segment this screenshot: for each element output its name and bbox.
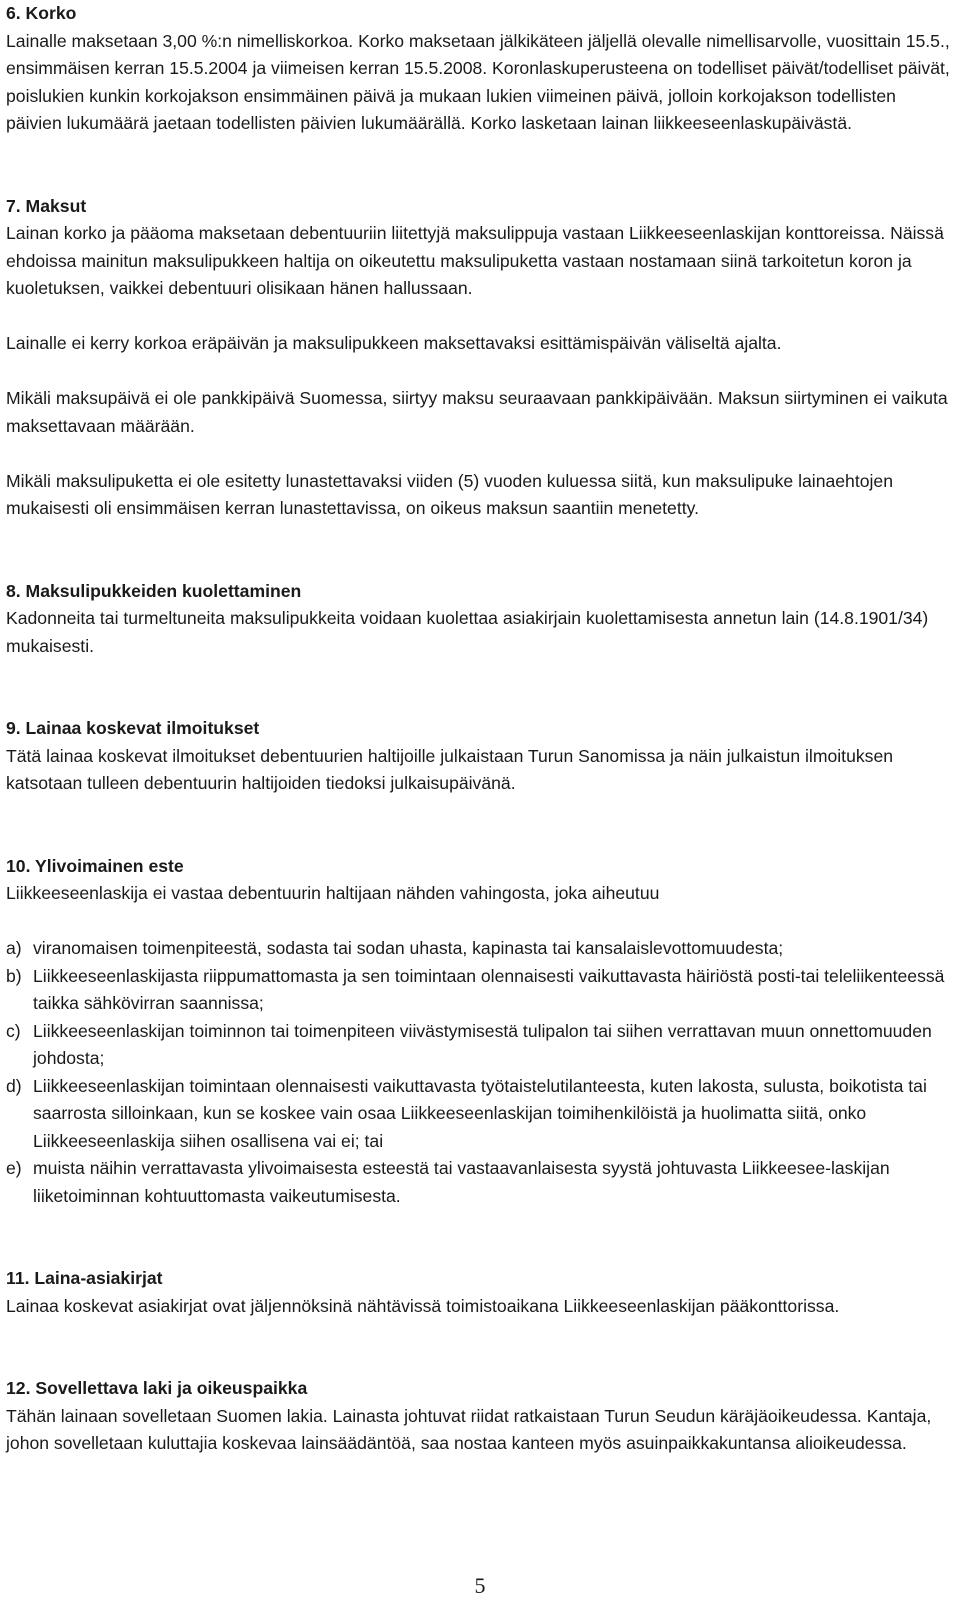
list-marker: a) (6, 938, 22, 958)
paragraph: Lainaa koskevat asiakirjat ovat jäljennöksinä nähtävissä toimistoaikana Liikkeeseenlaskijan pääkonttorissa. (6, 1295, 840, 1316)
section-heading: 12. Sovellettava laki ja oikeuspaikka (6, 1378, 308, 1398)
list-item (6, 1155, 950, 1210)
section-heading: 6. Korko (6, 3, 77, 23)
list-item-text: Liikkeeseenlaskijan toimintaan olennaisesti vaikuttavasta työtaistelutilanteesta, kuten lakosta, sulusta, boikotista tai saarrosta silloinkaan, kun se koskee vain osaa Liikkeeseenlaskijan toimihenkilöistä ja huolimatta siitä, onko Liikkeeseenlaskija siihen osallisena vai ei; tai (33, 1075, 927, 1151)
paragraph: Liikkeeseenlaskija ei vastaa debentuurin haltijaan nähden vahingosta, joka aiheutuu (6, 883, 660, 903)
section-8-coupon-cancellation (6, 578, 950, 661)
paragraph: Mikäli maksupäivä ei ole pankkipäivä Suomessa, siirtyy maksu seuraavaan pankkipäivään. Maksun siirtyminen ei vaikuta maksettavaan määrään. (6, 388, 948, 436)
section-heading: 10. Ylivoimainen este (6, 855, 184, 876)
section-7-payments (6, 193, 950, 523)
paragraph: Tähän lainaan sovelletaan Suomen lakia. Lainasta johtuvat riidat ratkaistaan Turun Seudun käräjäoikeudessa. Kantaja, johon sovelletaan kuluttajia koskevaa lainsäädäntöä, saa nostaa kanteen myös asuinpaikkakuntansa alioikeudessa. (6, 1405, 932, 1453)
section-6-interest (6, 0, 950, 138)
section-10-force-majeure (6, 853, 950, 1211)
section-9-notices (6, 715, 950, 798)
list-marker: c) (6, 1020, 21, 1041)
list-item-text: viranomaisen toimenpiteestä, sodasta tai sodan uhasta, kapinasta tai kansalaislevottomuudesta; (33, 938, 784, 958)
list-marker: b) (6, 965, 22, 986)
section-heading: 9. Lainaa koskevat ilmoitukset (6, 718, 260, 738)
paragraph: Tätä lainaa koskevat ilmoitukset debentuurien haltijoille julkaistaan Turun Sanomissa ja näin julkaistun ilmoituksen katsotaan tulleen debentuurin haltijoiden tiedoksi julkaisupäivänä. (6, 745, 894, 793)
paragraph: Lainan korko ja pääoma maksetaan debentuuriin liitettyjä maksulippuja vastaan Liikkeeseenlaskijan konttoreissa. Näissä ehdoissa mainitun maksulipukkeen haltija on oikeutettu maksulipuketta vastaan nostamaan siinä tarkoitetun koron ja kuoletuksen, vaikkei debentuuri olisikaan hänen hallussaan. (6, 223, 944, 298)
list-marker: d) (6, 1075, 22, 1096)
section-heading: 8. Maksulipukkeiden kuolettaminen (6, 580, 302, 601)
list-item (6, 1018, 950, 1073)
section-heading: 11. Laina-asiakirjat (6, 1268, 163, 1288)
list-item (6, 963, 950, 1018)
list-marker: e) (6, 1158, 22, 1178)
force-majeure-list (6, 935, 950, 1210)
paragraph: Mikäli maksulipuketta ei ole esitetty lunastettavaksi viiden (5) vuoden kuluessa siitä, kun maksulipuke lainaehtojen mukaisesti oli ensimmäisen kerran lunastettavissa, on oikeus maksun saantiin menetetty. (6, 470, 893, 518)
paragraph: Kadonneita tai turmeltuneita maksulipukkeita voidaan kuolettaa asiakirjain kuolettamisesta annetun lain (14.8.1901/34) mukaisesti. (6, 608, 929, 656)
list-item-text: muista näihin verrattavasta ylivoimaisesta esteestä tai vastaavanlaisesta syystä johtuvasta Liikkeesee-laskijan liiketoiminnan kohtuuttomasta vaikeutumisesta. (33, 1158, 890, 1206)
paragraph: Lainalle ei kerry korkoa eräpäivän ja maksulipukkeen maksettavaksi esittämispäivän väliseltä ajalta. (6, 333, 782, 353)
list-item-text: Liikkeeseenlaskijasta riippumattomasta ja sen toimintaan olennaisesti vaikuttavasta häiriöstä posti-tai teleliikenteessä taikka sähkövirran saannissa; (33, 965, 945, 1013)
section-12-governing-law (6, 1375, 950, 1458)
page-number: 5 (474, 1573, 486, 1598)
paragraph: Lainalle maksetaan 3,00 %:n nimelliskorkoa. Korko maksetaan jälkikäteen jäljellä olevalle nimellisarvolle, vuosittain 15.5., ensimmäisen kerran 15.5.2004 ja viimeisen kerran 15.5.2008. Koronlaskuperusteena on todelliset päivät/todelliset päivät, poislukien kunkin korkojakson ensimmäinen päivä ja mukaan lukien viimeinen päivä, jolloin korkojakson todellisten päivien lukumäärä jaetaan todellisten päivien lukumäärällä. Korko lasketaan lainan liikkeeseenlaskupäivästä. (6, 30, 950, 133)
list-item-text: Liikkeeseenlaskijan toiminnon tai toimenpiteen viivästymisestä tulipalon tai siihen verrattavan muun onnettomuuden johdosta; (33, 1020, 932, 1068)
section-heading: 7. Maksut (6, 195, 87, 216)
section-11-loan-documents (6, 1265, 950, 1320)
document-page (6, 0, 950, 1458)
list-item (6, 935, 950, 963)
list-item (6, 1073, 950, 1156)
